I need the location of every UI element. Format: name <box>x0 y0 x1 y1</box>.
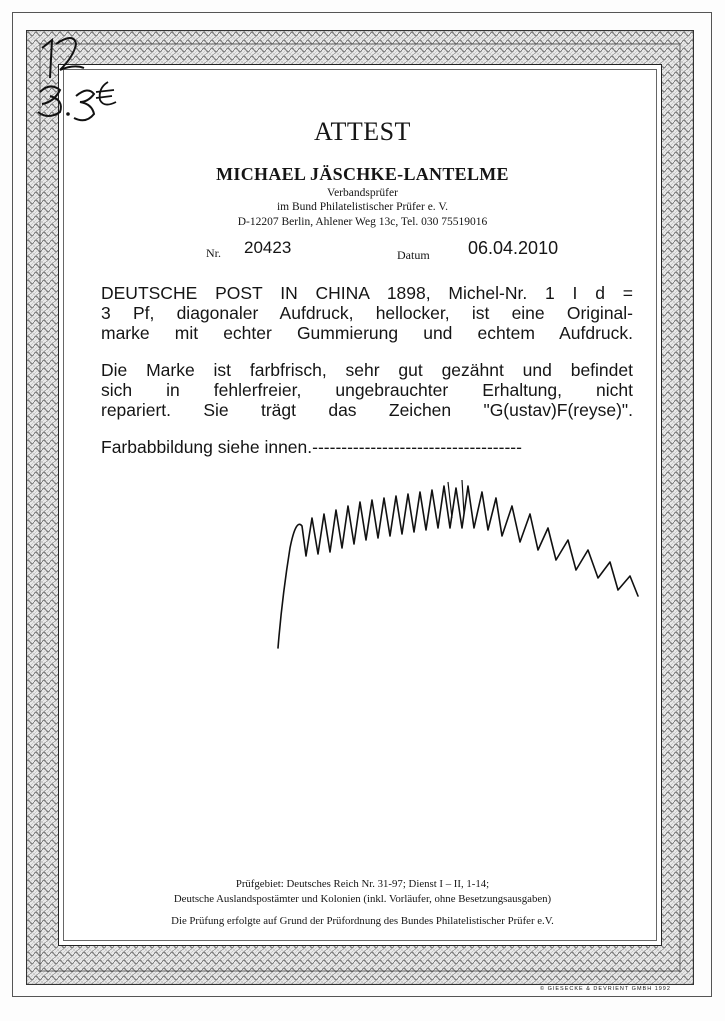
footer-scope-line-2: Deutsche Auslandspostämter und Kolonien (inkl. Vorläufer, ohne Besetzungsausgaben) <box>173 893 552 905</box>
paragraph-1-line: 3 Pf, diagonaler Aufdruck, hellocker, ist eine Original- <box>101 303 633 323</box>
footer-regulation-note: Die Prüfung erfolgte auf Grund der Prüfordnung des Bundes Philatelistischer Prüfer e.V. <box>171 915 554 927</box>
paragraph-2-line: repariert. Sie trägt das Zeichen "G(ustav)F(reyse)". <box>101 400 633 420</box>
examiner-association: im Bund Philatelistischer Prüfer e. V. <box>276 201 449 213</box>
footer-scope-line-1: Prüfgebiet: Deutsches Reich Nr. 31-97; Dienst I – II, 1-14; <box>235 878 490 890</box>
handwritten-mark <box>30 30 130 126</box>
certificate-date: 06.04.2010 <box>468 238 559 258</box>
paragraph-3: Farbabbildung siehe innen.------------------------------------ <box>101 437 522 457</box>
paragraph-1-line: DEUTSCHE POST IN CHINA 1898, Michel-Nr. 1 I d = <box>101 283 633 303</box>
paragraph-2-line: Die Marke ist farbfrisch, sehr gut gezähnt und befindet <box>101 360 633 380</box>
examiner-signature <box>272 478 652 658</box>
paragraph-2-line: sich in fehlerfreier, ungebrauchter Erhaltung, nicht <box>101 380 633 400</box>
paragraph-1-line: marke mit echter Gummierung und echtem Aufdruck. <box>101 323 633 343</box>
date-label: Datum <box>397 248 430 262</box>
certificate-number: 20423 <box>244 238 292 257</box>
examiner-address: D-12207 Berlin, Ahlener Weg 13c, Tel. 030 75519016 <box>237 216 488 228</box>
examiner-name: MICHAEL JÄSCHKE-LANTELME <box>216 164 509 184</box>
number-label: Nr. <box>206 246 221 260</box>
examiner-role: Verbandsprüfer <box>327 187 398 199</box>
certificate-title: ATTEST <box>314 117 411 146</box>
security-print-copyright: © GIESECKE & DEVRIENT GMBH 1992 <box>540 986 671 992</box>
